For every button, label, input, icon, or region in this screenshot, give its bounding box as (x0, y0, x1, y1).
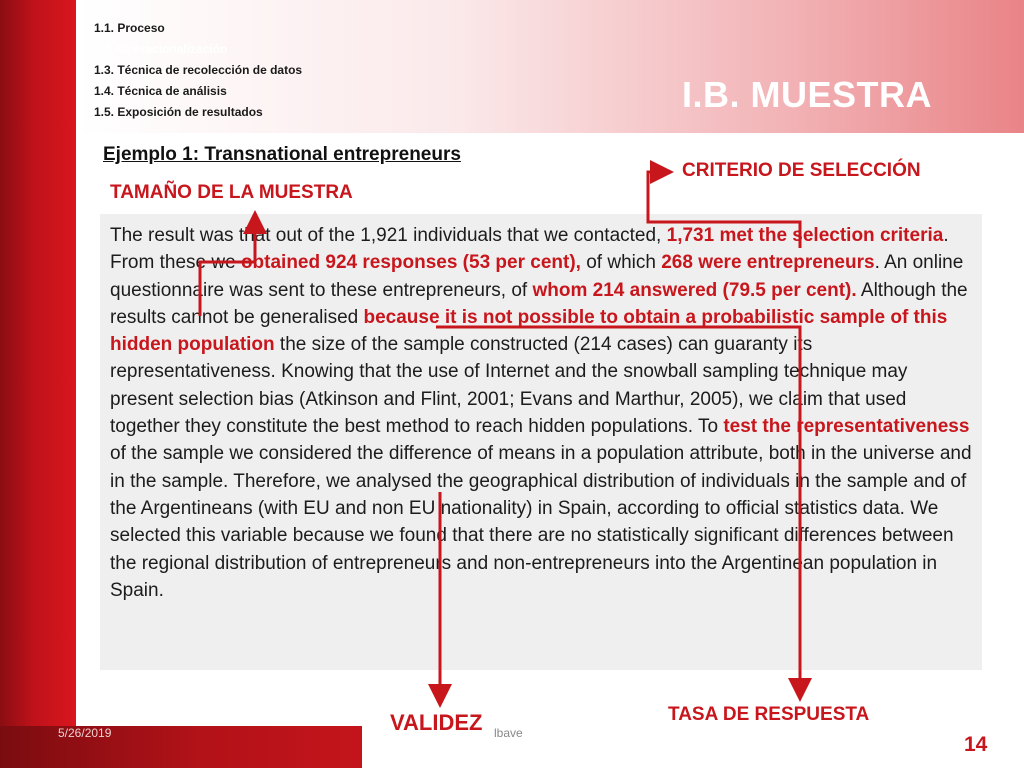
quote-segment: the size of the sample constructed (214 cases) can guaranty its representativeness. Knowing that the use of Internet and the snowball sampling technique may present selection bias (Atkinson and Flint, 2001; Evans and Marthur, 2005), we claim that used together they constitute the best method to reach hidden populations. To (110, 334, 908, 438)
nav-item-tecnica-recoleccion: 1.3. Técnica de recolección de datos (94, 63, 303, 77)
label-sample-size: TAMAÑO DE LA MUESTRA (110, 182, 353, 203)
quote-segment: Although the results cannot be generalised (110, 279, 968, 328)
quote-segment: The result was that out of the 1,921 individuals that we contacted, (110, 225, 667, 246)
highlight-test-representativeness: test the representativeness (723, 416, 970, 438)
highlight-answered: whom 214 answered (79.5 per cent). (532, 279, 857, 301)
label-selection-criteria: CRITERIO DE SELECCIÓN (682, 160, 921, 181)
nav-item-tecnica-analisis: 1.4. Técnica de análisis (94, 84, 227, 98)
quote-segment: of the sample we considered the difference of means in a population attribute, both in the universe and in the sample. Therefore, we analysed the geographical distribution of individuals in the sample and of the Argentineans (with EU and non EU nationality) in Spain, according to official statistics data. We selected this variable because we found that there are no statistically significant differences between the regional distribution of entrepreneurs and non-entrepreneurs into the Argentinean population in Spain. (110, 443, 972, 601)
left-accent-band (0, 0, 76, 768)
footer-date: 5/26/2019 (58, 726, 112, 740)
highlight-entrepreneurs: 268 were entrepreneurs (661, 252, 875, 274)
section-nav (94, 20, 302, 125)
label-response-rate: TASA DE RESPUESTA (668, 704, 870, 725)
quote-segment: . An online questionnaire was sent to these entrepreneurs, of (110, 252, 964, 301)
highlight-selection-criteria: 1,731 met the selection criteria (666, 225, 944, 246)
slide-title: I.B. MUESTRA (682, 74, 933, 115)
quote-text (110, 222, 976, 604)
page-number: 14 (964, 733, 988, 756)
footer-band (0, 726, 362, 768)
nav-item-proceso: 1.1. Proceso (94, 21, 165, 35)
nav-item-exposicion-resultados: 1.5. Exposición de resultados (94, 105, 263, 119)
label-validity: VALIDEZ (390, 710, 483, 735)
example-title: Ejemplo 1: Transnational entrepreneurs (103, 144, 461, 165)
highlight-responses: obtained 924 responses (53 per cent), (240, 252, 581, 274)
quote-segment: of which (580, 252, 662, 274)
footer-author: lbave (494, 726, 523, 740)
highlight-hidden-population: because it is not possible to obtain a probabilistic sample of this hidden population (110, 306, 948, 356)
quote-segment: . From these we (110, 225, 949, 274)
nav-item-operacionalizacion: 1.2. Operacionalización (94, 42, 228, 56)
